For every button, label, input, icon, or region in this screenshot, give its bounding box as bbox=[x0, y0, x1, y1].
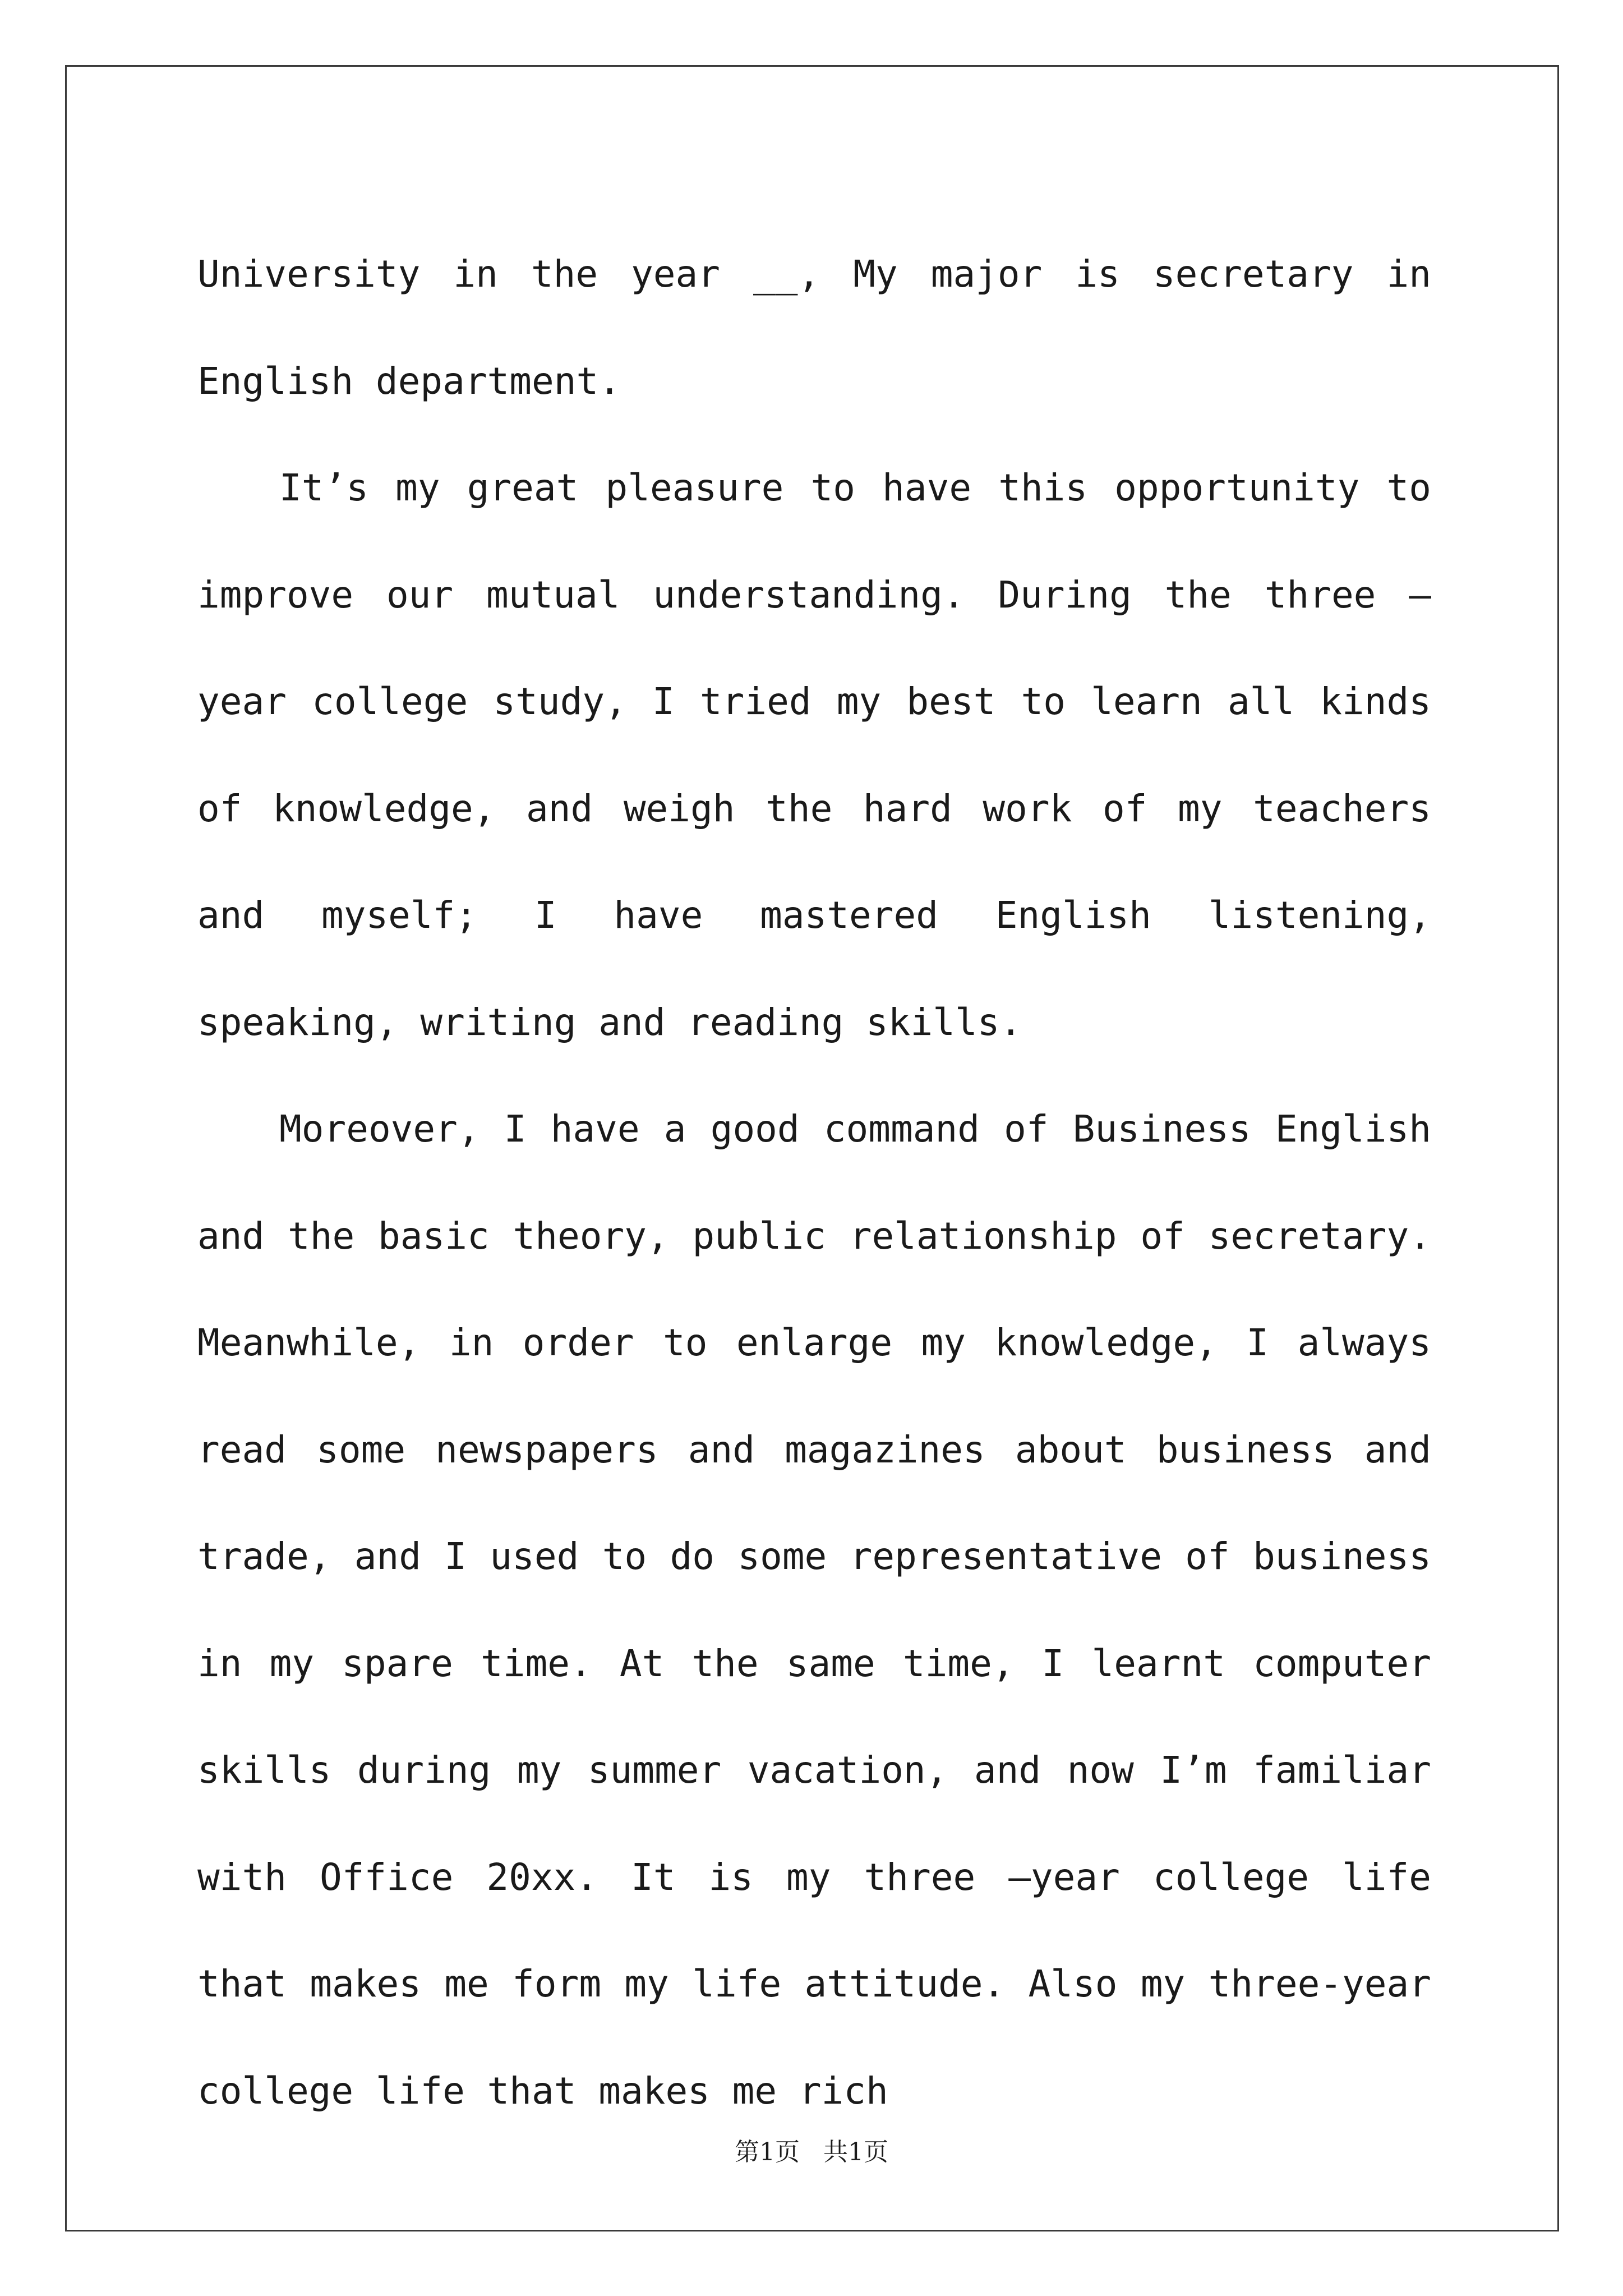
document-body bbox=[197, 221, 1431, 2145]
page-footer: 第1页 共1页 bbox=[735, 2138, 888, 2166]
paragraph: University in the year __, My major is secretary in English department. bbox=[197, 252, 1431, 403]
paragraph: Moreover, I have a good command of Business English and the basic theory, public relationship of secretary. Meanwhile, in order to enlarge my knowledge, I always read some newspapers and magazines about business and trade, and I used to do some representative of business in my spare time. At the same time, I learnt computer skills during my summer vacation, and now I’m familiar with Office 20xx. It is my three –year college life that makes me form my life attitude. Also my three-year college life that makes me rich bbox=[197, 1107, 1431, 2113]
paragraph: It’s my great pleasure to have this opportunity to improve our mutual understanding. During the three –year college study, I tried my best to learn all kinds of knowledge, and weigh the hard work of my teachers and myself; I have mastered English listening, speaking, writing and reading skills. bbox=[197, 466, 1431, 1044]
